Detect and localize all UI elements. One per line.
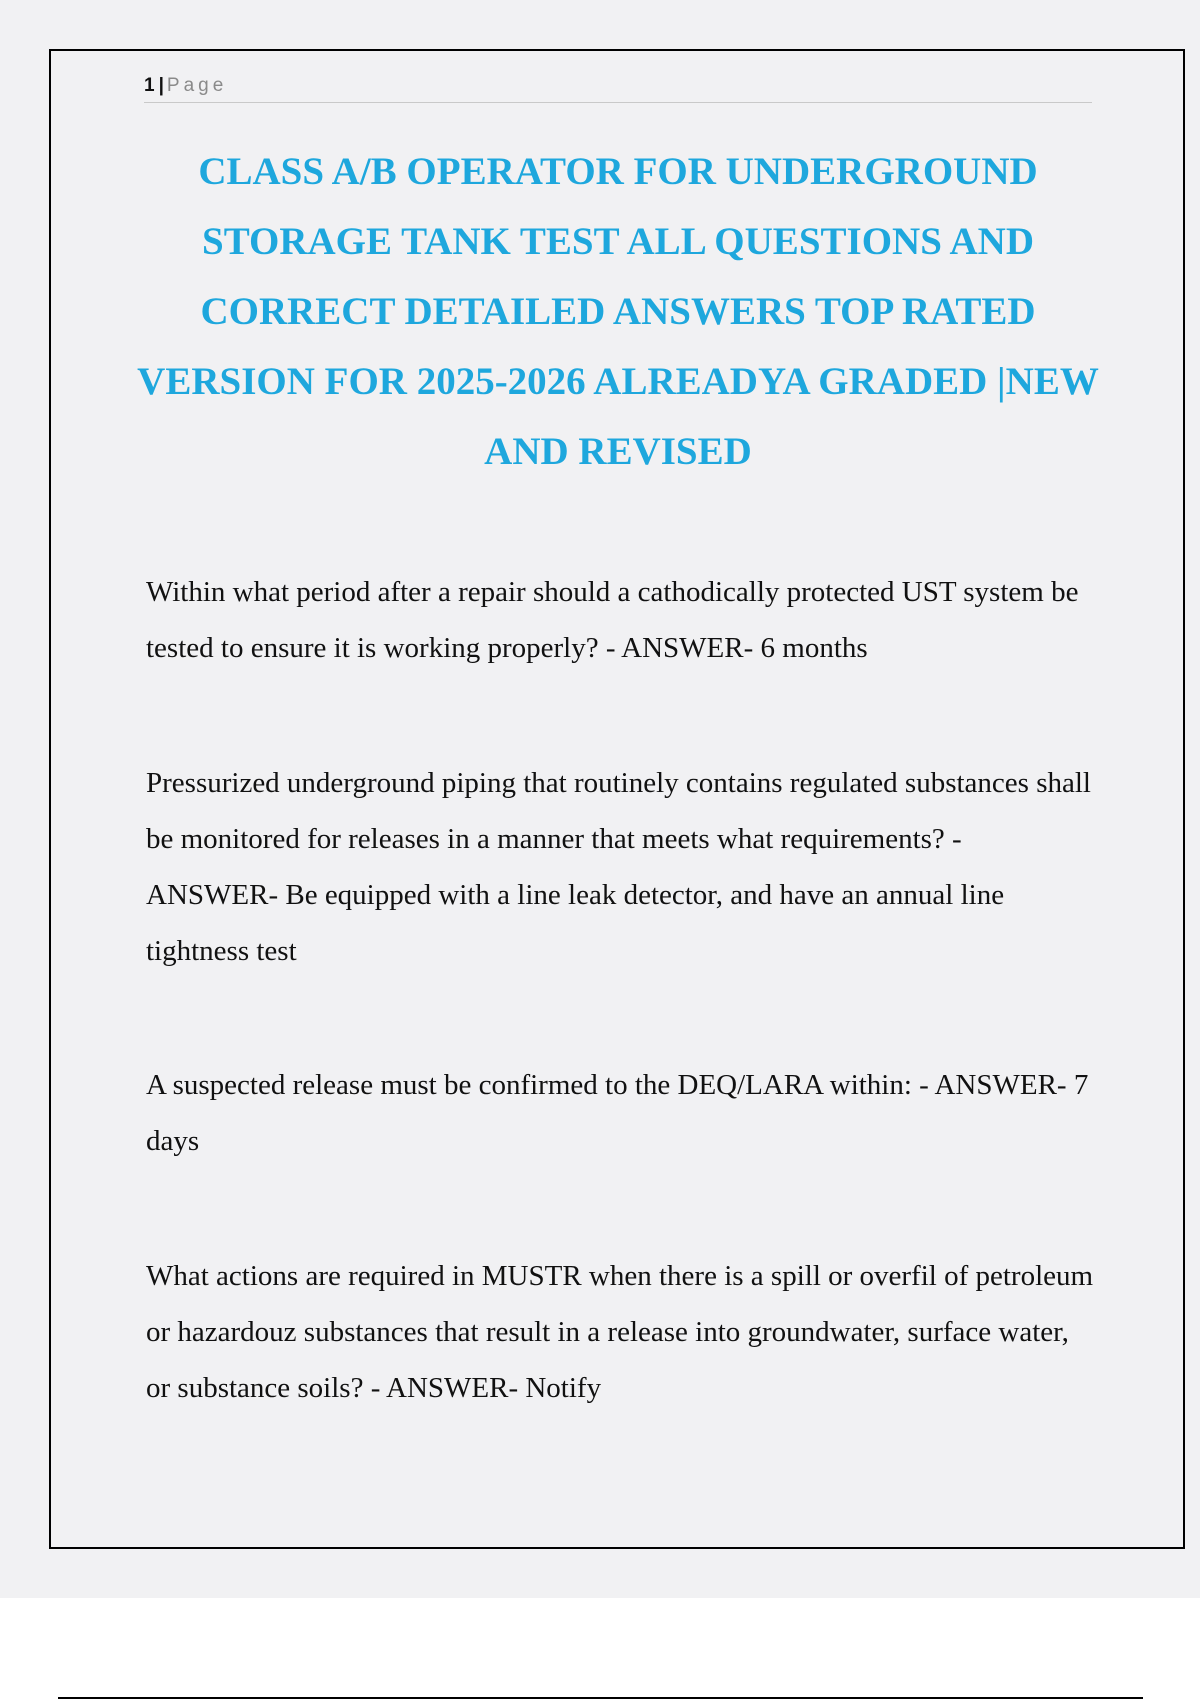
next-page-top-rule [58,1697,1143,1699]
page-separator: | [158,75,164,96]
question-answer-item: Pressurized underground piping that routinely contains regulated substances shall be monitored for releases in a manner that meets what requirements? - ANSWER- Be equipped with a line leak detector, and have an annual line tightness test [146,767,1091,967]
page-label: Page [166,75,228,96]
document-title: CLASS A/B OPERATOR FOR UNDERGROUND STORAGE TANK TEST ALL QUESTIONS AND CORRECT DETAILED ANSWERS TOP RATED VERSION FOR 2025-2026 ALREADYA GRADED |NEW AND REVISED [137,150,1099,473]
page-header [144,74,1092,103]
question-answer-item: Within what period after a repair should a cathodically protected UST system be tested to ensure it is working properly? - ANSWER- 6 months [146,576,1079,664]
question-answer-item: A suspected release must be confirmed to the DEQ/LARA within: - ANSWER- 7 days [146,1069,1089,1157]
page-number: 1 [144,75,155,96]
question-answer-item: What actions are required in MUSTR when there is a spill or overfil of petroleum or hazardouz substances that result in a release into groundwater, surface water, or substance soils? - ANSWER- Notify [146,1260,1094,1404]
